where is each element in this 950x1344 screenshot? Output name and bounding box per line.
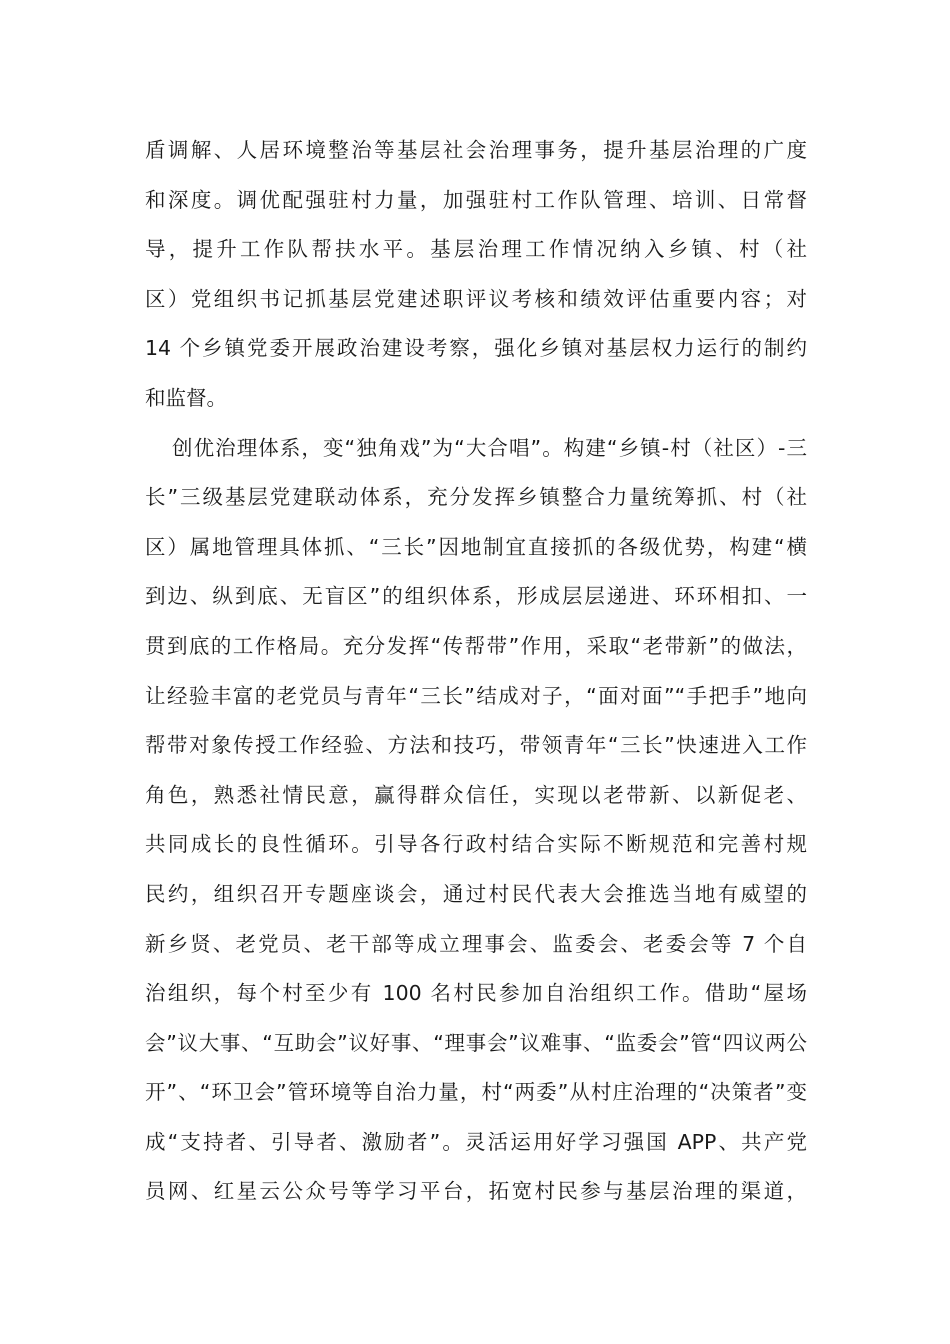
text-line: 让经验丰富的老党员与青年“三长”结成对子，“面对面”“手把手”地向 [145,683,807,708]
text-line: 治组织，每个村至少有 100 名村民参加自治组织工作。借助“屋场 [145,981,807,1006]
text-line: 新乡贤、老党员、老干部等成立理事会、监委会、老委会等 7 个自 [145,931,807,956]
body-text [145,126,807,1217]
text-line: 和深度。调优配强驻村力量，加强驻村工作队管理、培训、日常督 [145,187,807,212]
text-line: 员网、红星云公众号等学习平台，拓宽村民参与基层治理的渠道， [145,1179,807,1204]
text-line: 贯到底的工作格局。充分发挥“传帮带”作用，采取“老带新”的做法， [145,633,807,658]
text-line: 成“支持者、引导者、激励者”。灵活运用好学习强国 APP、共产党 [145,1129,807,1154]
text-line: 盾调解、人居环境整治等基层社会治理事务，提升基层治理的广度 [145,138,807,162]
text-line: 区）属地管理具体抓、“三长”因地制宜直接抓的各级优势，构建“横 [145,534,807,559]
text-line: 开”、“环卫会”管环境等自治力量，村“两委”从村庄治理的“决策者”变 [145,1080,807,1105]
text-line: 长”三级基层党建联动体系，充分发挥乡镇整合力量统筹抓、村（社 [145,485,807,510]
paragraph-first-line: 创优治理体系，变“独角戏”为“大合唱”。构建“乡镇-村（社区）-三 [172,435,807,460]
text-line: 到边、纵到底、无盲区”的组织体系，形成层层递进、环环相扣、一 [145,584,807,609]
text-line: 帮带对象传授工作经验、方法和技巧，带领青年“三长”快速进入工作 [145,733,807,758]
text-line: 会”议大事、“互助会”议好事、“理事会”议难事、“监委会”管“四议两公 [145,1030,807,1055]
text-line: 导，提升工作队帮扶水平。基层治理工作情况纳入乡镇、村（社 [145,237,807,262]
text-line: 角色，熟悉社情民意，赢得群众信任，实现以老带新、以新促老、 [145,782,807,807]
text-line: 和监督。 [145,385,227,410]
text-line: 区）党组织书记抓基层党建述职评议考核和绩效评估重要内容；对 [145,286,807,311]
text-line: 民约，组织召开专题座谈会，通过村民代表大会推选当地有威望的 [145,881,807,906]
text-line: 共同成长的良性循环。引导各行政村结合实际不断规范和完善村规 [145,832,807,857]
text-line: 14 个乡镇党委开展政治建设考察，强化乡镇对基层权力运行的制约 [145,336,807,361]
